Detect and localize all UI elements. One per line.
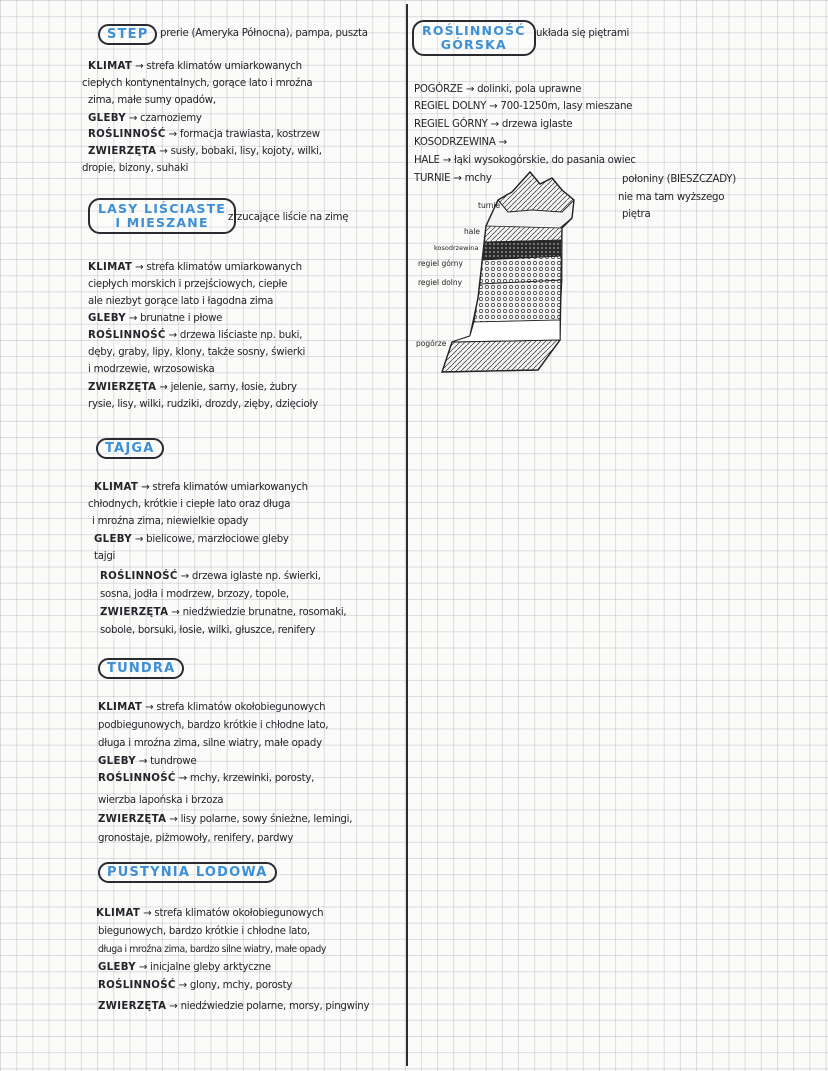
tajga-roslinnosc-1: drzewa iglaste np. świerki, bbox=[191, 571, 321, 582]
lasy-klimat-label: KLIMAT bbox=[88, 262, 133, 273]
zone-hale-name: HALE bbox=[414, 155, 440, 166]
zone-regiel-dolny-name: REGIEL DOLNY bbox=[414, 101, 487, 112]
section-title-lasy bbox=[88, 198, 236, 234]
tundra-klimat-2: podbiegunowych, bardzo krótkie i chłodne lato, bbox=[98, 720, 329, 731]
zone-kosodrzewina: KOSODRZEWINA → bbox=[414, 137, 507, 148]
tajga-zwierzeta-2: sobole, borsuki, łosie, wilki, głuszce, renifery bbox=[100, 625, 316, 636]
zone-hale: HALE → łąki wysokogórskie, do pasania owiec bbox=[414, 155, 636, 166]
diagram-label-regiel-dolny: regiel dolny bbox=[418, 278, 463, 287]
zone-regiel-gorny-name: REGIEL GÓRNY bbox=[414, 119, 488, 130]
tundra-roslinnosc-1: mchy, krzewinki, porosty, bbox=[189, 773, 315, 784]
gorska-title-line-2: GÓRSKA bbox=[440, 37, 507, 52]
tajga-gleby-label: GLEBY bbox=[94, 534, 132, 545]
pustynia-gleby-line: GLEBY → inicjalne gleby arktyczne bbox=[98, 962, 271, 973]
lasy-roslinnosc-label: ROŚLINNOŚĆ bbox=[88, 330, 166, 341]
zone-turnie: TURNIE → mchy bbox=[414, 173, 492, 184]
pustynia-klimat-1: strefa klimatów okołobiegunowych bbox=[154, 908, 324, 919]
step-gleby-line: GLEBY → czarnoziemy bbox=[88, 113, 202, 124]
step-zwierzeta-line: ZWIERZĘTA → susły, bobaki, lisy, kojoty, wilki, bbox=[88, 146, 322, 157]
section-title-tajga: TAJGA bbox=[96, 438, 164, 459]
pustynia-zwierzeta-line: ZWIERZĘTA → niedźwiedzie polarne, morsy, pingwiny bbox=[98, 1001, 370, 1012]
zone-pogorze: POGÓRZE → dolinki, pola uprawne bbox=[414, 84, 582, 95]
tajga-klimat-3: i mroźna zima, niewielkie opady bbox=[92, 516, 249, 527]
lasy-gleby-line: GLEBY → brunatne i płowe bbox=[88, 313, 223, 324]
tajga-roslinnosc-line: ROŚLINNOŚĆ → drzewa iglaste np. świerki, bbox=[100, 571, 321, 582]
step-names: prerie (Ameryka Północna), pampa, puszta bbox=[160, 28, 368, 39]
lasy-zwierzeta-label: ZWIERZĘTA bbox=[88, 382, 157, 393]
pustynia-roslinnosc-line: ROŚLINNOŚĆ → glony, mchy, porosty bbox=[98, 980, 293, 991]
step-zwierzeta-2: dropie, bizony, suhaki bbox=[82, 163, 189, 174]
pustynia-gleby-label: GLEBY bbox=[98, 962, 136, 973]
diagram-label-hale: hale bbox=[464, 227, 481, 236]
tundra-zwierzeta-1: lisy polarne, sowy śnieżne, lemingi, bbox=[180, 814, 353, 825]
step-roslinnosc: formacja trawiasta, kostrzew bbox=[179, 129, 320, 140]
tajga-klimat-1: strefa klimatów umiarkowanych bbox=[152, 482, 308, 493]
lasy-title-line-1: LASY LIŚCIASTE bbox=[98, 201, 227, 216]
lasy-klimat-3: ale niezbyt gorące lato i łagodna zima bbox=[88, 296, 274, 307]
step-zwierzeta-1: susły, bobaki, lisy, kojoty, wilki, bbox=[170, 146, 322, 157]
tajga-klimat-label: KLIMAT bbox=[94, 482, 139, 493]
tundra-klimat-label: KLIMAT bbox=[98, 702, 143, 713]
tundra-zwierzeta-line: ZWIERZĘTA → lisy polarne, sowy śnieżne, lemingi, bbox=[98, 814, 353, 825]
zone-regiel-gorny-text: drzewa iglaste bbox=[501, 119, 573, 130]
tajga-zwierzeta-label: ZWIERZĘTA bbox=[100, 607, 169, 618]
step-klimat-1: strefa klimatów umiarkowanych bbox=[146, 61, 302, 72]
hale-zone bbox=[484, 226, 562, 242]
pustynia-zwierzeta: niedźwiedzie polarne, morsy, pingwiny bbox=[180, 1001, 370, 1012]
lasy-roslinnosc-3: i modrzewie, wrzosowiska bbox=[88, 364, 215, 375]
step-gleby-label: GLEBY bbox=[88, 113, 126, 124]
zone-pogorze-text: dolinki, pola uprawne bbox=[477, 84, 582, 95]
lasy-gleby: brunatne i płowe bbox=[140, 313, 223, 324]
section-title-tundra: TUNDRA bbox=[98, 658, 184, 679]
lasy-roslinnosc-line: ROŚLINNOŚĆ → drzewa liściaste np. buki, bbox=[88, 330, 303, 341]
lasy-desc: zrzucające liście na zimę bbox=[228, 212, 349, 223]
step-klimat-line-1: KLIMAT → strefa klimatów umiarkowanych bbox=[88, 61, 302, 72]
step-zwierzeta-label: ZWIERZĘTA bbox=[88, 146, 157, 157]
tundra-roslinnosc-2: wierzba lapońska i brzoza bbox=[98, 795, 224, 806]
lasy-klimat-2: ciepłych morskich i przejściowych, ciepłe bbox=[88, 279, 288, 290]
diagram-label-pogorze: pogórze bbox=[416, 339, 447, 348]
diagram-label-regiel-gorny: regiel górny bbox=[418, 259, 463, 268]
turnie-zone bbox=[498, 172, 574, 212]
step-klimat-2: ciepłych kontynentalnych, gorące lato i mroźna bbox=[82, 78, 313, 89]
side-note-line-2: nie ma tam wyższego bbox=[618, 192, 725, 203]
tundra-gleby: tundrowe bbox=[150, 756, 197, 767]
lasy-klimat-line-1: KLIMAT → strefa klimatów umiarkowanych bbox=[88, 262, 302, 273]
zone-regiel-gorny: REGIEL GÓRNY → drzewa iglaste bbox=[414, 119, 573, 130]
lasy-zwierzeta-1: jelenie, sarny, łosie, żubry bbox=[170, 382, 297, 393]
tajga-gleby-1: bielicowe, marzłociowe gleby bbox=[146, 534, 289, 545]
zone-turnie-text: mchy bbox=[464, 173, 492, 184]
step-roslinnosc-line: ROŚLINNOŚĆ → formacja trawiasta, kostrzew bbox=[88, 129, 320, 140]
lasy-roslinnosc-1: drzewa liściaste np. buki, bbox=[179, 330, 303, 341]
lasy-title-line-2: I MIESZANE bbox=[115, 215, 209, 230]
diagram-label-kosodrzewina: kosodrzewina bbox=[434, 244, 479, 252]
tajga-zwierzeta-line: ZWIERZĘTA → niedźwiedzie brunatne, rosomaki, bbox=[100, 607, 347, 618]
pustynia-klimat-2: biegunowych, bardzo krótkie i chłodne lato, bbox=[98, 926, 310, 937]
lasy-klimat-1: strefa klimatów umiarkowanych bbox=[146, 262, 302, 273]
lasy-gleby-label: GLEBY bbox=[88, 313, 126, 324]
zone-regiel-dolny-text: 700-1250m, lasy mieszane bbox=[500, 101, 633, 112]
pogorze-zone bbox=[452, 320, 560, 342]
step-klimat-label: KLIMAT bbox=[88, 61, 133, 72]
zone-kosodrzewina-name: KOSODRZEWINA bbox=[414, 137, 496, 148]
tundra-roslinnosc-label: ROŚLINNOŚĆ bbox=[98, 773, 176, 784]
gorska-title-line-1: ROŚLINNOŚĆ bbox=[422, 23, 526, 38]
pustynia-klimat-line-1: KLIMAT → strefa klimatów okołobiegunowych bbox=[96, 908, 324, 919]
tajga-klimat-line-1: KLIMAT → strefa klimatów umiarkowanych bbox=[94, 482, 308, 493]
tundra-zwierzeta-label: ZWIERZĘTA bbox=[98, 814, 167, 825]
lasy-roslinnosc-2: dęby, graby, lipy, klony, także sosny, świerki bbox=[88, 347, 306, 358]
lasy-zwierzeta-line: ZWIERZĘTA → jelenie, sarny, łosie, żubry bbox=[88, 382, 297, 393]
mountain-zones-diagram bbox=[412, 170, 592, 380]
pustynia-klimat-label: KLIMAT bbox=[96, 908, 141, 919]
tundra-klimat-3: długa i mroźna zima, silne wiatry, małe opady bbox=[98, 738, 322, 749]
side-note-line-3: piętra bbox=[622, 209, 651, 220]
gorska-desc: układa się piętrami bbox=[536, 28, 630, 39]
pustynia-roslinnosc: glony, mchy, porosty bbox=[189, 980, 293, 991]
tajga-roslinnosc-label: ROŚLINNOŚĆ bbox=[100, 571, 178, 582]
zone-pogorze-name: POGÓRZE bbox=[414, 84, 463, 95]
tundra-klimat-1: strefa klimatów okołobiegunowych bbox=[156, 702, 326, 713]
pustynia-klimat-3: długa i mroźna zima, bardzo silne wiatry, małe opady bbox=[98, 944, 326, 955]
step-roslinnosc-label: ROŚLINNOŚĆ bbox=[88, 129, 166, 140]
tundra-gleby-line: GLEBY → tundrowe bbox=[98, 756, 197, 767]
pustynia-zwierzeta-label: ZWIERZĘTA bbox=[98, 1001, 167, 1012]
tundra-gleby-label: GLEBY bbox=[98, 756, 136, 767]
diagram-base bbox=[442, 340, 560, 372]
tajga-roslinnosc-2: sosna, jodła i modrzew, brzozy, topole, bbox=[100, 589, 289, 600]
pustynia-roslinnosc-label: ROŚLINNOŚĆ bbox=[98, 980, 176, 991]
section-title-pustynia-lodowa: PUSTYNIA LODOWA bbox=[98, 862, 277, 883]
zone-regiel-dolny: REGIEL DOLNY → 700-1250m, lasy mieszane bbox=[414, 101, 633, 112]
diagram-shape bbox=[442, 172, 574, 372]
lasy-zwierzeta-2: rysie, lisy, wilki, rudziki, drozdy, zięby, dzięcioły bbox=[88, 399, 318, 410]
regiel-gorny-zone bbox=[480, 256, 562, 284]
tundra-roslinnosc-line: ROŚLINNOŚĆ → mchy, krzewinki, porosty, bbox=[98, 773, 315, 784]
tajga-klimat-2: chłodnych, krótkie i ciepłe lato oraz długa bbox=[88, 499, 291, 510]
zone-turnie-name: TURNIE bbox=[414, 173, 451, 184]
center-divider-line bbox=[406, 4, 408, 1066]
zone-hale-text: łąki wysokogórskie, do pasania owiec bbox=[454, 155, 636, 166]
tajga-gleby-line: GLEBY → bielicowe, marzłociowe gleby bbox=[94, 534, 289, 545]
step-klimat-3: zima, małe sumy opadów, bbox=[88, 95, 216, 106]
tajga-gleby-2: tajgi bbox=[94, 551, 116, 562]
step-gleby: czarnoziemy bbox=[140, 113, 202, 124]
regiel-dolny-zone bbox=[474, 280, 562, 322]
section-title-step: STEP bbox=[98, 24, 157, 45]
side-note-line-1: połoniny (BIESZCZADY) bbox=[622, 174, 736, 185]
tajga-zwierzeta-1: niedźwiedzie brunatne, rosomaki, bbox=[182, 607, 347, 618]
section-title-roslinnosc-gorska bbox=[412, 20, 536, 56]
tundra-klimat-line-1: KLIMAT → strefa klimatów okołobiegunowych bbox=[98, 702, 326, 713]
pustynia-gleby: inicjalne gleby arktyczne bbox=[150, 962, 271, 973]
tundra-zwierzeta-2: gronostaje, piżmowoły, renifery, pardwy bbox=[98, 833, 294, 844]
diagram-label-turnie: turnie bbox=[478, 201, 501, 210]
